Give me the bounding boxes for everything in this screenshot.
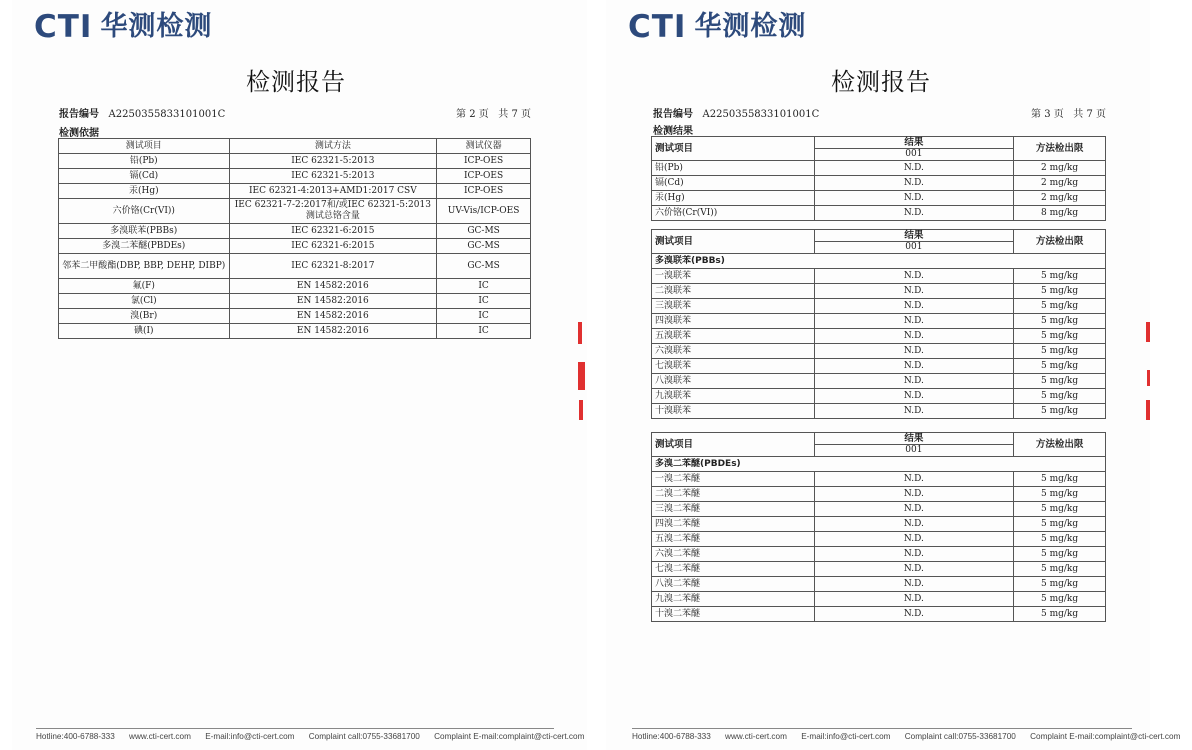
test-method: IEC 62321-8:2017 (229, 254, 437, 279)
detection-limit: 5 mg/kg (1014, 269, 1106, 284)
footer-hotline: Hotline:400-6788-333 (632, 732, 711, 741)
detection-limit: 5 mg/kg (1014, 374, 1106, 389)
test-item: 一溴联苯 (652, 269, 815, 284)
table-row (652, 344, 1106, 359)
test-instrument: ICP-OES (437, 154, 531, 169)
detection-limit: 5 mg/kg (1014, 577, 1106, 592)
test-instrument: ICP-OES (437, 184, 531, 199)
stamp-fragment (578, 362, 585, 390)
footer-hotline: Hotline:400-6788-333 (36, 732, 115, 741)
detection-limit: 5 mg/kg (1014, 389, 1106, 404)
test-item: 七溴二苯醚 (652, 562, 815, 577)
table-row (652, 284, 1106, 299)
test-item: 九溴二苯醚 (652, 592, 815, 607)
test-result: N.D. (814, 269, 1014, 284)
footer-website: www.cti-cert.com (129, 732, 191, 741)
table-row (652, 472, 1106, 487)
result-header: 结果 (814, 433, 1014, 445)
test-item-header: 测试项目 (652, 137, 815, 161)
test-result: N.D. (814, 299, 1014, 314)
results-header-row (652, 230, 1106, 242)
test-result: N.D. (814, 607, 1014, 622)
test-instrument: IC (437, 309, 531, 324)
table-row (652, 161, 1106, 176)
cti-logo (34, 10, 212, 44)
table-row (59, 224, 531, 239)
test-item: 八溴联苯 (652, 374, 815, 389)
detection-limit: 5 mg/kg (1014, 299, 1106, 314)
table-row (59, 309, 531, 324)
detection-limit: 5 mg/kg (1014, 532, 1106, 547)
test-result: N.D. (814, 206, 1014, 221)
test-result: N.D. (814, 562, 1014, 577)
test-item: 碘(I) (59, 324, 230, 339)
footer-email: E-mail:info@cti-cert.com (801, 732, 891, 741)
sample-id: 001 (814, 242, 1014, 254)
table-row (59, 184, 531, 199)
footer-complaint-email: Complaint E-mail:complaint@cti-cert.com (434, 732, 585, 741)
test-item: 氯(Cl) (59, 294, 230, 309)
results-header-row (652, 137, 1106, 149)
detection-limit: 5 mg/kg (1014, 592, 1106, 607)
detection-limit-header: 方法检出限 (1014, 230, 1106, 254)
section-heading-basis: 检测依据 (59, 128, 99, 139)
report-title: 检测报告 (831, 68, 931, 96)
test-result: N.D. (814, 344, 1014, 359)
report-meta (653, 105, 1106, 120)
detection-limit: 5 mg/kg (1014, 404, 1106, 419)
table-row (652, 517, 1106, 532)
sample-id: 001 (814, 149, 1014, 161)
report-page-2 (12, 0, 587, 750)
detection-limit: 5 mg/kg (1014, 562, 1106, 577)
report-no-label: 报告编号 (59, 109, 99, 120)
detection-limit: 5 mg/kg (1014, 359, 1106, 374)
logo-name: 华测检测 (100, 11, 213, 42)
test-item: 铅(Pb) (652, 161, 815, 176)
group-heading: 多溴二苯醚(PBDEs) (652, 457, 1106, 472)
stamp-fragment (1146, 322, 1150, 342)
results-table-pbbs (651, 229, 1106, 419)
table-row (59, 239, 531, 254)
logo-name: 华测检测 (694, 11, 807, 42)
test-result: N.D. (814, 532, 1014, 547)
test-item: 四溴二苯醚 (652, 517, 815, 532)
test-item-header: 测试项目 (59, 139, 230, 154)
test-item: 十溴二苯醚 (652, 607, 815, 622)
group-row (652, 457, 1106, 472)
test-item: 邻苯二甲酸酯(DBP, BBP, DEHP, DIBP) (59, 254, 230, 279)
test-instrument: UV-Vis/ICP-OES (437, 199, 531, 224)
table-row (652, 502, 1106, 517)
report-no: A2250355833101001C (108, 109, 226, 120)
test-instrument: GC-MS (437, 254, 531, 279)
table-row (652, 487, 1106, 502)
test-method: IEC 62321-4:2013+AMD1:2017 CSV (229, 184, 437, 199)
test-item: 六溴二苯醚 (652, 547, 815, 562)
report-no-label: 报告编号 (653, 109, 693, 120)
results-table-pbdes (651, 432, 1106, 622)
test-result: N.D. (814, 472, 1014, 487)
stamp-fragment (579, 400, 583, 420)
report-title: 检测报告 (246, 68, 346, 96)
test-method-header: 测试方法 (229, 139, 437, 154)
stamp-fragment (578, 322, 582, 344)
test-result: N.D. (814, 547, 1014, 562)
table-row (59, 279, 531, 294)
test-result: N.D. (814, 517, 1014, 532)
detection-limit: 5 mg/kg (1014, 487, 1106, 502)
table-row (652, 269, 1106, 284)
test-item: 铅(Pb) (59, 154, 230, 169)
footer-website: www.cti-cert.com (725, 732, 787, 741)
test-instrument: ICP-OES (437, 169, 531, 184)
table-row (652, 206, 1106, 221)
test-method: EN 14582:2016 (229, 294, 437, 309)
table-row (652, 577, 1106, 592)
test-instrument: GC-MS (437, 224, 531, 239)
test-instrument: GC-MS (437, 239, 531, 254)
test-item: 溴(Br) (59, 309, 230, 324)
test-item: 七溴联苯 (652, 359, 815, 374)
detection-limit: 8 mg/kg (1014, 206, 1106, 221)
test-instrument-header: 测试仪器 (437, 139, 531, 154)
test-result: N.D. (814, 404, 1014, 419)
test-method: IEC 62321-5:2013 (229, 169, 437, 184)
test-instrument: IC (437, 324, 531, 339)
test-item: 镉(Cd) (59, 169, 230, 184)
stamp-fragment (1147, 370, 1150, 386)
footer-complaint-call: Complaint call:0755-33681700 (904, 732, 1016, 741)
detection-limit: 5 mg/kg (1014, 284, 1106, 299)
detection-limit: 2 mg/kg (1014, 191, 1106, 206)
test-method: EN 14582:2016 (229, 279, 437, 294)
detection-limit: 5 mg/kg (1014, 547, 1106, 562)
test-result: N.D. (814, 359, 1014, 374)
test-item: 十溴联苯 (652, 404, 815, 419)
test-method: EN 14582:2016 (229, 309, 437, 324)
table-row (59, 254, 531, 279)
footer-email: E-mail:info@cti-cert.com (205, 732, 295, 741)
table-row (652, 176, 1106, 191)
test-item: 二溴联苯 (652, 284, 815, 299)
table-row (652, 299, 1106, 314)
test-item: 三溴二苯醚 (652, 502, 815, 517)
table-row (652, 329, 1106, 344)
test-item: 九溴联苯 (652, 389, 815, 404)
table-header-row (59, 139, 531, 154)
table-row (652, 592, 1106, 607)
result-header: 结果 (814, 230, 1014, 242)
test-item: 六价铬(Cr(VI)) (59, 199, 230, 224)
test-item: 汞(Hg) (59, 184, 230, 199)
test-basis-table (58, 138, 531, 339)
test-result: N.D. (814, 284, 1014, 299)
test-item: 二溴二苯醚 (652, 487, 815, 502)
test-item: 汞(Hg) (652, 191, 815, 206)
detection-limit: 5 mg/kg (1014, 502, 1106, 517)
detection-limit: 2 mg/kg (1014, 161, 1106, 176)
test-item: 四溴联苯 (652, 314, 815, 329)
test-method: IEC 62321-6:2015 (229, 239, 437, 254)
results-table-metals (651, 136, 1106, 221)
cti-logo (628, 10, 806, 44)
section-heading-results: 检测结果 (653, 126, 693, 137)
footer (632, 728, 1181, 741)
logo-brand: CTI (34, 9, 93, 45)
test-result: N.D. (814, 176, 1014, 191)
detection-limit: 5 mg/kg (1014, 472, 1106, 487)
detection-limit: 5 mg/kg (1014, 329, 1106, 344)
test-result: N.D. (814, 314, 1014, 329)
footer-complaint-email: Complaint E-mail:complaint@cti-cert.com (1030, 732, 1181, 741)
detection-limit-header: 方法检出限 (1014, 137, 1106, 161)
table-row (652, 562, 1106, 577)
table-row (652, 532, 1106, 547)
test-method: EN 14582:2016 (229, 324, 437, 339)
table-row (652, 191, 1106, 206)
test-item: 六溴联苯 (652, 344, 815, 359)
report-meta (59, 105, 531, 120)
table-row (59, 324, 531, 339)
table-row (652, 404, 1106, 419)
table-row (59, 154, 531, 169)
test-item: 镉(Cd) (652, 176, 815, 191)
table-row (652, 314, 1106, 329)
table-row (652, 547, 1106, 562)
group-heading: 多溴联苯(PBBs) (652, 254, 1106, 269)
test-instrument: IC (437, 279, 531, 294)
test-item: 五溴二苯醚 (652, 532, 815, 547)
footer (36, 728, 585, 741)
test-item: 五溴联苯 (652, 329, 815, 344)
test-item: 多溴二苯醚(PBDEs) (59, 239, 230, 254)
results-header-row (652, 433, 1106, 445)
footer-complaint-call: Complaint call:0755-33681700 (308, 732, 420, 741)
test-item: 三溴联苯 (652, 299, 815, 314)
test-item: 六价铬(Cr(VI)) (652, 206, 815, 221)
test-result: N.D. (814, 191, 1014, 206)
table-row (652, 374, 1106, 389)
table-row (59, 199, 531, 224)
test-result: N.D. (814, 502, 1014, 517)
test-result: N.D. (814, 577, 1014, 592)
test-item-header: 测试项目 (652, 230, 815, 254)
sample-id: 001 (814, 445, 1014, 457)
stamp-fragment (1146, 400, 1150, 420)
detection-limit: 5 mg/kg (1014, 344, 1106, 359)
detection-limit: 5 mg/kg (1014, 607, 1106, 622)
test-item: 八溴二苯醚 (652, 577, 815, 592)
group-row (652, 254, 1106, 269)
page-info: 第 2 页 共 7 页 (456, 109, 531, 120)
detection-limit: 5 mg/kg (1014, 517, 1106, 532)
report-no: A2250355833101001C (702, 109, 820, 120)
table-row (652, 607, 1106, 622)
test-item: 一溴二苯醚 (652, 472, 815, 487)
test-result: N.D. (814, 374, 1014, 389)
table-row (652, 389, 1106, 404)
test-method: IEC 62321-5:2013 (229, 154, 437, 169)
test-result: N.D. (814, 161, 1014, 176)
test-result: N.D. (814, 389, 1014, 404)
detection-limit: 2 mg/kg (1014, 176, 1106, 191)
test-method: IEC 62321-6:2015 (229, 224, 437, 239)
test-result: N.D. (814, 487, 1014, 502)
result-header: 结果 (814, 137, 1014, 149)
table-row (59, 169, 531, 184)
test-result: N.D. (814, 592, 1014, 607)
report-page-3 (606, 0, 1181, 750)
test-result: N.D. (814, 329, 1014, 344)
test-item: 氟(F) (59, 279, 230, 294)
test-instrument: IC (437, 294, 531, 309)
table-row (59, 294, 531, 309)
test-item-header: 测试项目 (652, 433, 815, 457)
page-info: 第 3 页 共 7 页 (1031, 109, 1106, 120)
logo-brand: CTI (628, 9, 687, 45)
test-item: 多溴联苯(PBBs) (59, 224, 230, 239)
test-method: IEC 62321-7-2:2017和/或IEC 62321-5:2013测试总铬含量 (229, 199, 437, 224)
table-row (652, 359, 1106, 374)
detection-limit: 5 mg/kg (1014, 314, 1106, 329)
detection-limit-header: 方法检出限 (1014, 433, 1106, 457)
